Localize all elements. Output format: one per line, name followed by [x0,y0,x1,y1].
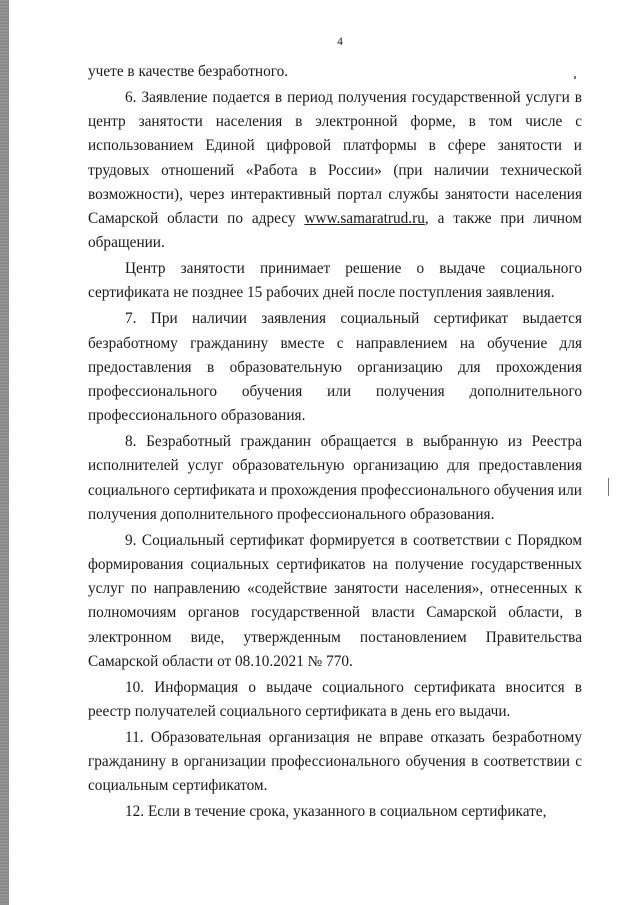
scan-speck [608,478,609,496]
paragraph-6 [88,86,582,255]
page-number: 4 [337,36,343,48]
paragraph-continuation: учете в качестве безработного. [88,63,289,80]
document-body [88,60,582,826]
paragraph-8: 8. Безработный гражданин обращается в выбранную из Реестра исполнителей услуг образовательную организацию для предоставления социального сертификата и прохождения профессионального обучения или получения дополнительного профессионального образования. [88,433,582,523]
paragraph-6-continuation: Центр занятости принимает решение о выдаче социального сертификата не позднее 15 рабочих дней после поступления заявления. [88,260,582,302]
paragraph-9: 9. Социальный сертификат формируется в соответствии с Порядком формирования социальных сертификатов на получение государственных услуг по направлению «содействие занятости населения», отнесенных к полномочиям органов государственной власти Самарской области, в электронном виде, утвержденным постановлением Правительства Самарской области от 08.10.2021 № 770. [88,531,582,670]
paragraph-7: 7. При наличии заявления социальный сертификат выдается безработному гражданину вместе с направлением на обучение для предоставления в образовательную организацию для прохождения профессионального обучения или получения дополнительного профессионального образования. [88,310,582,425]
paragraph-6-text: 6. Заявление подается в период получения государственной услуги в центр занятости населения в электронной форме, в том числе с использованием Единой цифровой платформы в сфере занятости и трудовых отношений «Работа в России» (при наличии технической возможности), через интерактивный портал службы занятости населения Самарской области по адресу [88,89,582,228]
scan-edge [0,0,9,905]
paragraph-6-tail: , а также при личном обращении. [88,210,582,252]
paragraph-10: 10. Информация о выдаче социального сертификата вносится в реестр получателей социального сертификата в день его выдачи. [88,678,582,721]
paragraph-12: 12. Если в течение срока, указанного в социальном сертификате, [125,803,547,821]
paragraph-11: 11. Образовательная организация не вправе отказать безработному гражданину в организации профессионального обучения в соответствии с социальным сертификатом. [88,729,582,795]
website-link[interactable]: www.samaratrud.ru [304,210,425,228]
